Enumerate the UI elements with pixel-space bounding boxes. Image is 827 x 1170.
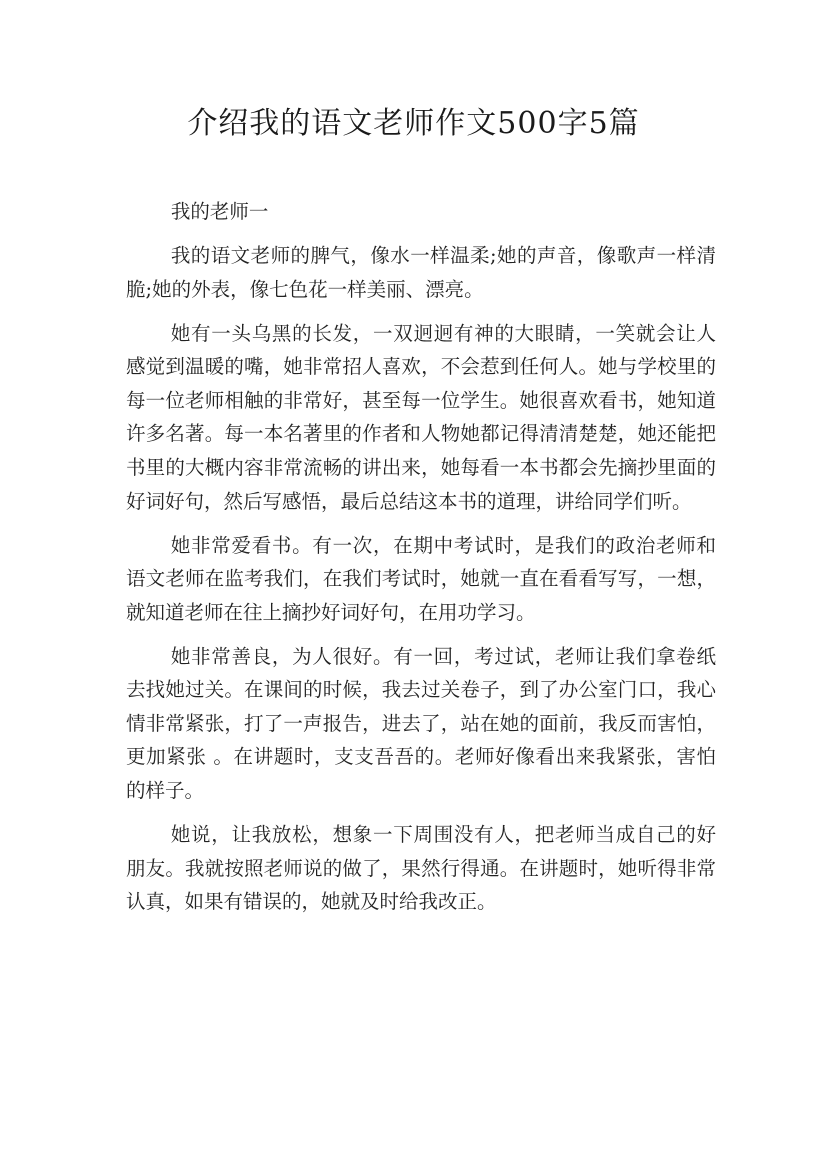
paragraph: 她非常善良，为人很好。有一回，考过试，老师让我们拿卷纸去找她过关。在课间的时候，我去过关卷子，到了办公室门口，我心情非常紧张，打了一声报告，进去了，站在她的面前，我反而害怕，更加紧张 。在讲题时，支支吾吾的。老师好像看出来我紧张，害怕的样子。 [126, 644, 716, 803]
document-body [126, 195, 716, 919]
paragraph: 我的语文老师的脾气，像水一样温柔;她的声音，像歌声一样清脆;她的外表，像七色花一样美丽、漂亮。 [126, 243, 716, 301]
section-heading: 我的老师一 [170, 200, 269, 223]
paragraph: 她说，让我放松，想象一下周围没有人，把老师当成自己的好朋友。我就按照老师说的做了，果然行得通。在讲题时，她听得非常认真，如果有错误的，她就及时给我改正。 [126, 823, 716, 914]
document-title: 介绍我的语文老师作文500字5篇 [187, 106, 640, 141]
paragraph: 她有一头乌黑的长发，一双迥迥有神的大眼睛，一笑就会让人感觉到温暖的嘴，她非常招人喜欢，不会惹到任何人。她与学校里的每一位老师相触的非常好，甚至每一位学生。她很喜欢看书，她知道许多名著。每一本名著里的作者和人物她都记得清清楚楚，她还能把书里的大概内容非常流畅的讲出来，她每看一本书都会先摘抄里面的好词好句，然后写感悟，最后总结这本书的道理，讲给同学们听。 [126, 321, 716, 513]
paragraph: 她非常爱看书。有一次，在期中考试时，是我们的政治老师和语文老师在监考我们，在我们考试时，她就一直在看看写写，一想，就知道老师在往上摘抄好词好句，在用功学习。 [126, 533, 716, 624]
